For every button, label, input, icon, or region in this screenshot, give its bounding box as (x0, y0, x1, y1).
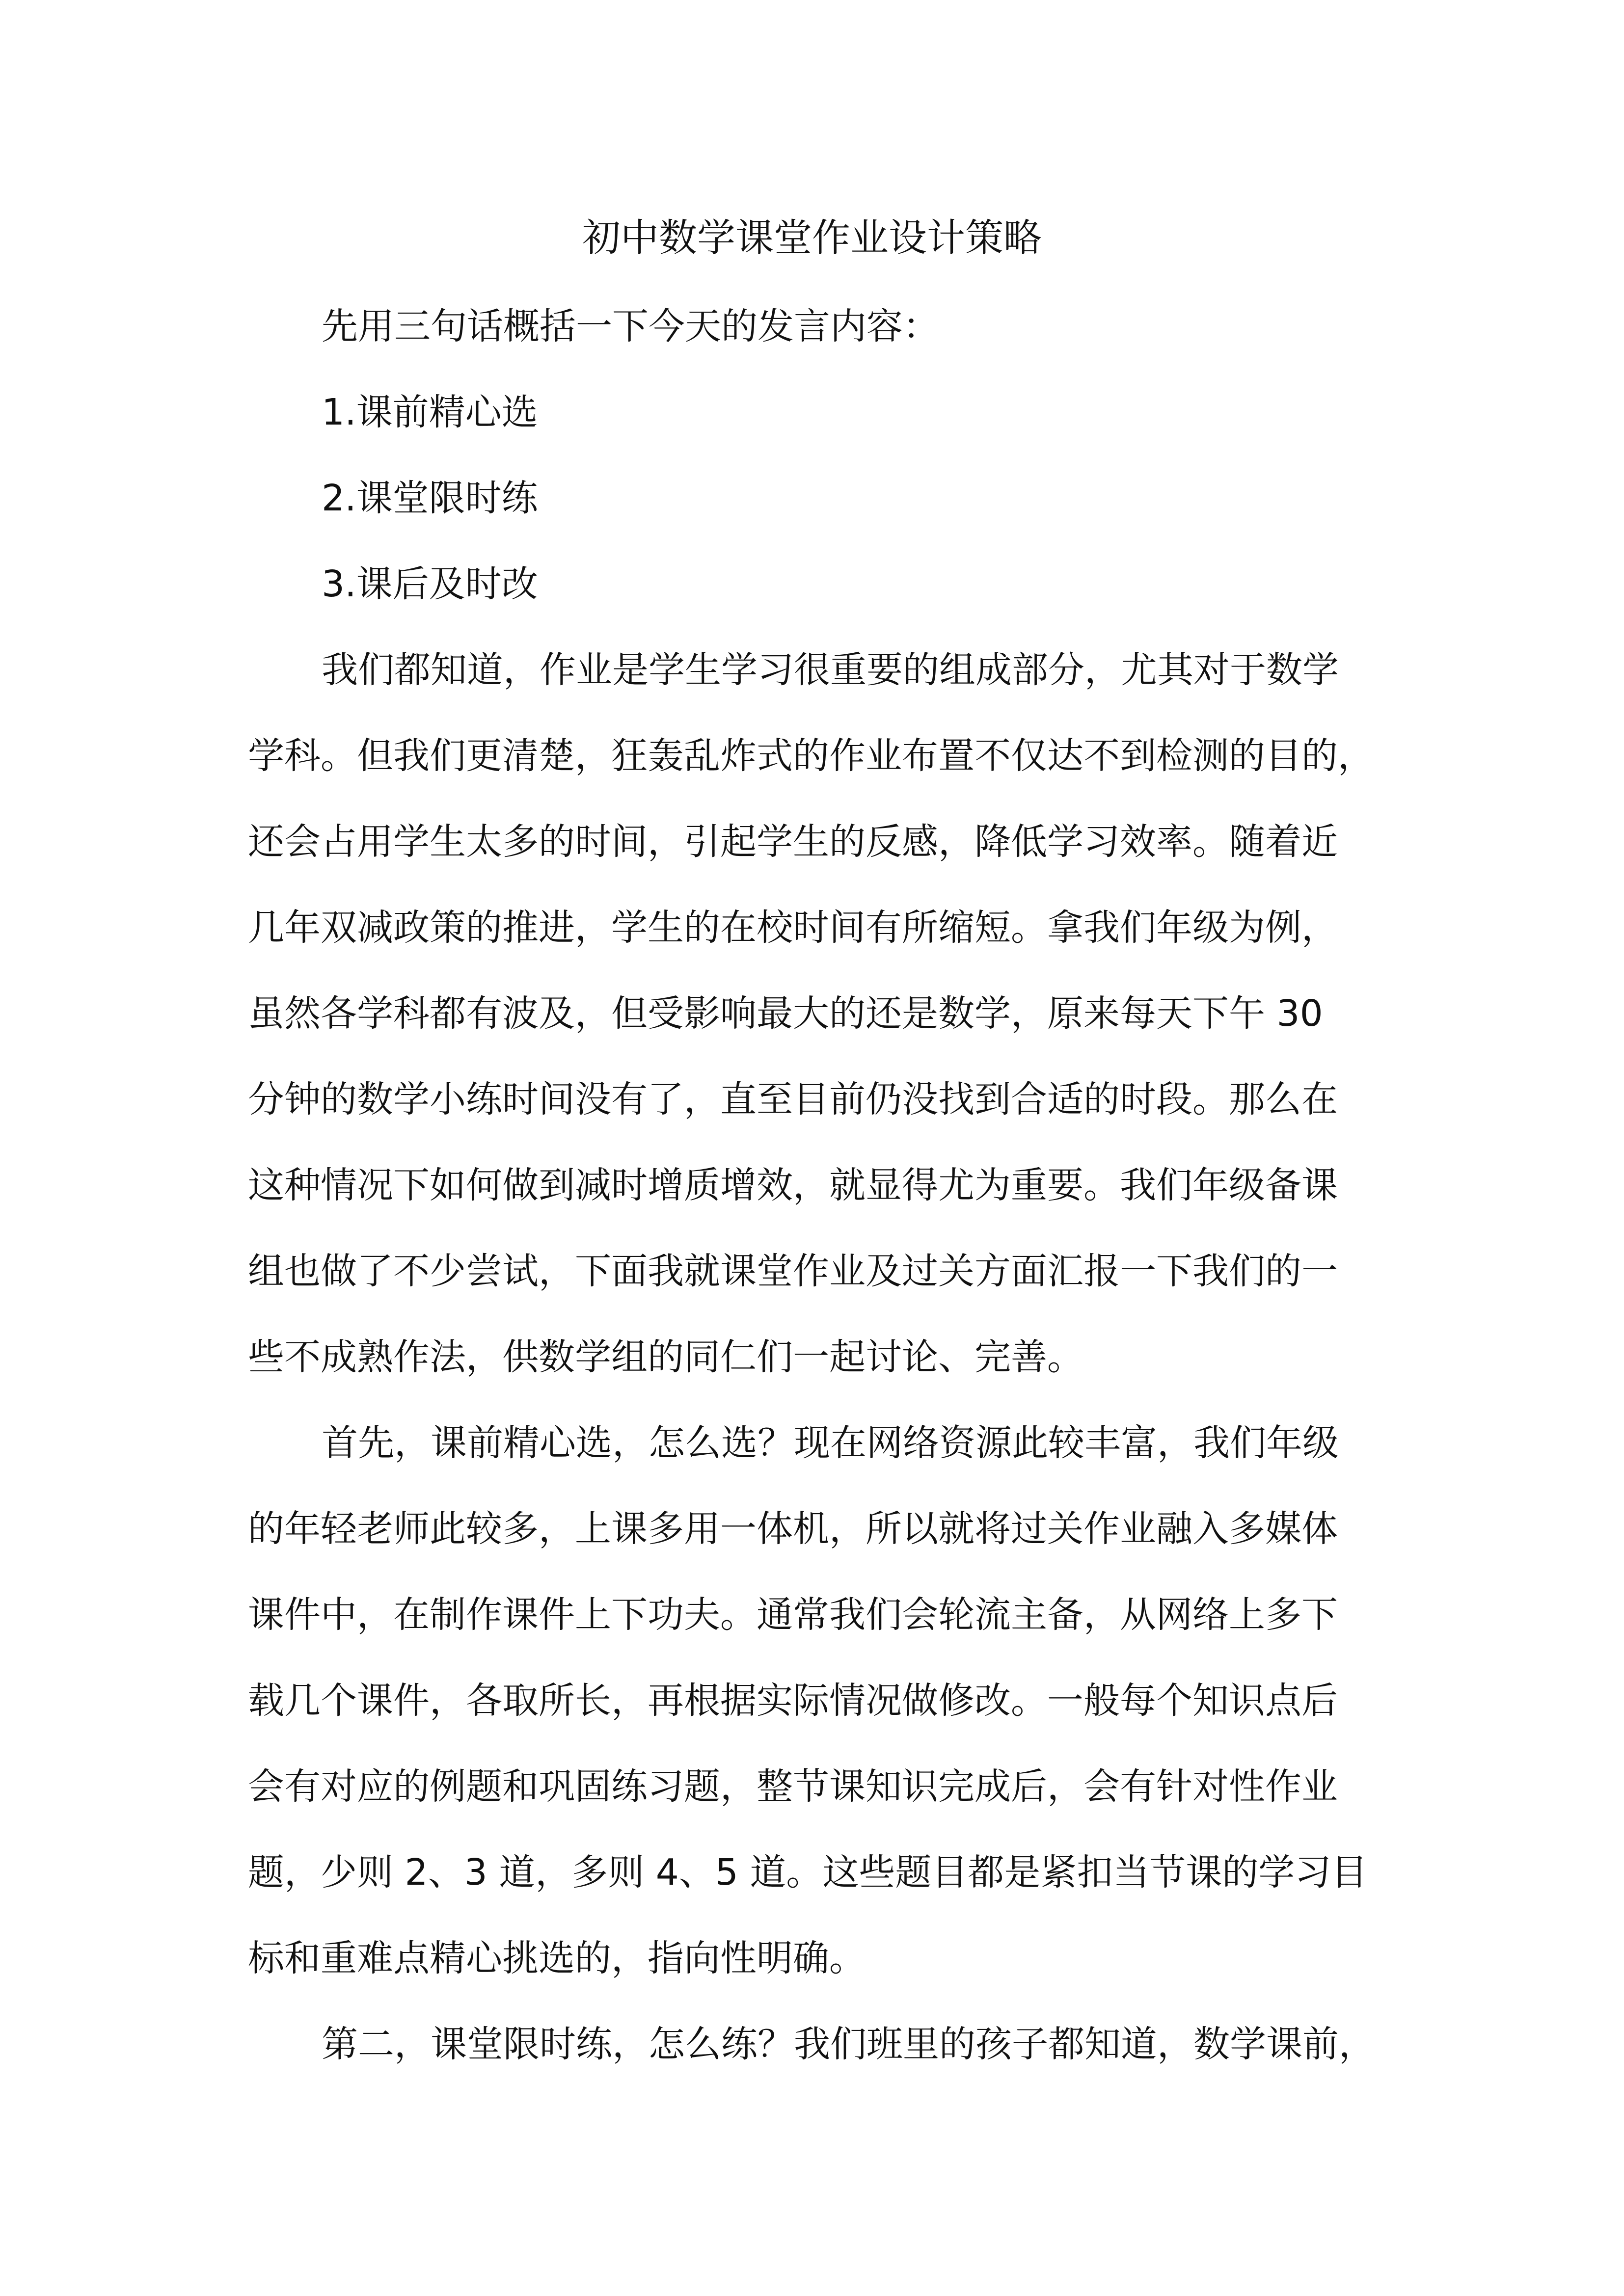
paragraph-1-line-9: 些不成熟作法，供数学组的同仁们一起讨论、完善。 (248, 1336, 1083, 1378)
intro-line: 先用三句话概括一下今天的发言内容： (322, 305, 939, 347)
paragraph-1-line-5: 虽然各学科都有波及，但受影响最大的还是数学，原来每天下午 30 (248, 992, 1323, 1035)
document-title: 初中数学课堂作业设计策略 (582, 216, 1042, 260)
paragraph-1-line-3: 还会占用学生太多的时间，引起学生的反感，降低学习效率。随着近 (248, 821, 1338, 863)
paragraph-2-line-2: 的年轻老师此较多，上课多用一体机，所以就将过关作业融入多媒体 (248, 1508, 1338, 1550)
paragraph-1-line-6: 分钟的数学小练时间没有了，直至目前仍没找到合适的时段。那么在 (248, 1078, 1338, 1121)
paragraph-2-line-3: 课件中，在制作课件上下功夫。通常我们会轮流主备，从网络上多下 (248, 1594, 1338, 1636)
paragraph-1-line-8: 组也做了不少尝试，下面我就课堂作业及过关方面汇报一下我们的一 (248, 1250, 1338, 1292)
paragraph-2-line-7: 标和重难点精心挑选的，指向性明确。 (248, 1937, 866, 1979)
paragraph-1-line-2: 学科。但我们更清楚，狂轰乱炸式的作业布置不仅达不到检测的目的， (248, 735, 1374, 777)
list-item-3: 3.课后及时改 (322, 563, 538, 605)
paragraph-2-line-6: 题，少则 2、3 道，多则 4、5 道。这些题目都是紧扣当节课的学习目 (248, 1851, 1368, 1894)
paragraph-2-line-4: 载几个课件，各取所长，再根据实际情况做修改。一般每个知识点后 (248, 1680, 1338, 1722)
paragraph-1-line-1: 我们都知道，作业是学生学习很重要的组成部分，尤其对于数学 (322, 649, 1339, 691)
paragraph-2-line-5: 会有对应的例题和巩固练习题，整节课知识完成后，会有针对性作业 (248, 1765, 1338, 1808)
list-item-1: 1.课前精心选 (322, 391, 538, 433)
list-item-2: 2.课堂限时练 (322, 477, 538, 519)
paragraph-1-line-7: 这种情况下如何做到减时增质增效，就显得尤为重要。我们年级备课 (248, 1164, 1338, 1206)
paragraph-1-line-4: 几年双减政策的推进，学生的在校时间有所缩短。拿我们年级为例， (248, 907, 1338, 949)
paragraph-3-line-1: 第二，课堂限时练，怎么练？我们班里的孩子都知道，数学课前， (322, 2023, 1375, 2065)
paragraph-2-line-1: 首先，课前精心选，怎么选？现在网络资源此较丰富，我们年级 (322, 1422, 1339, 1464)
